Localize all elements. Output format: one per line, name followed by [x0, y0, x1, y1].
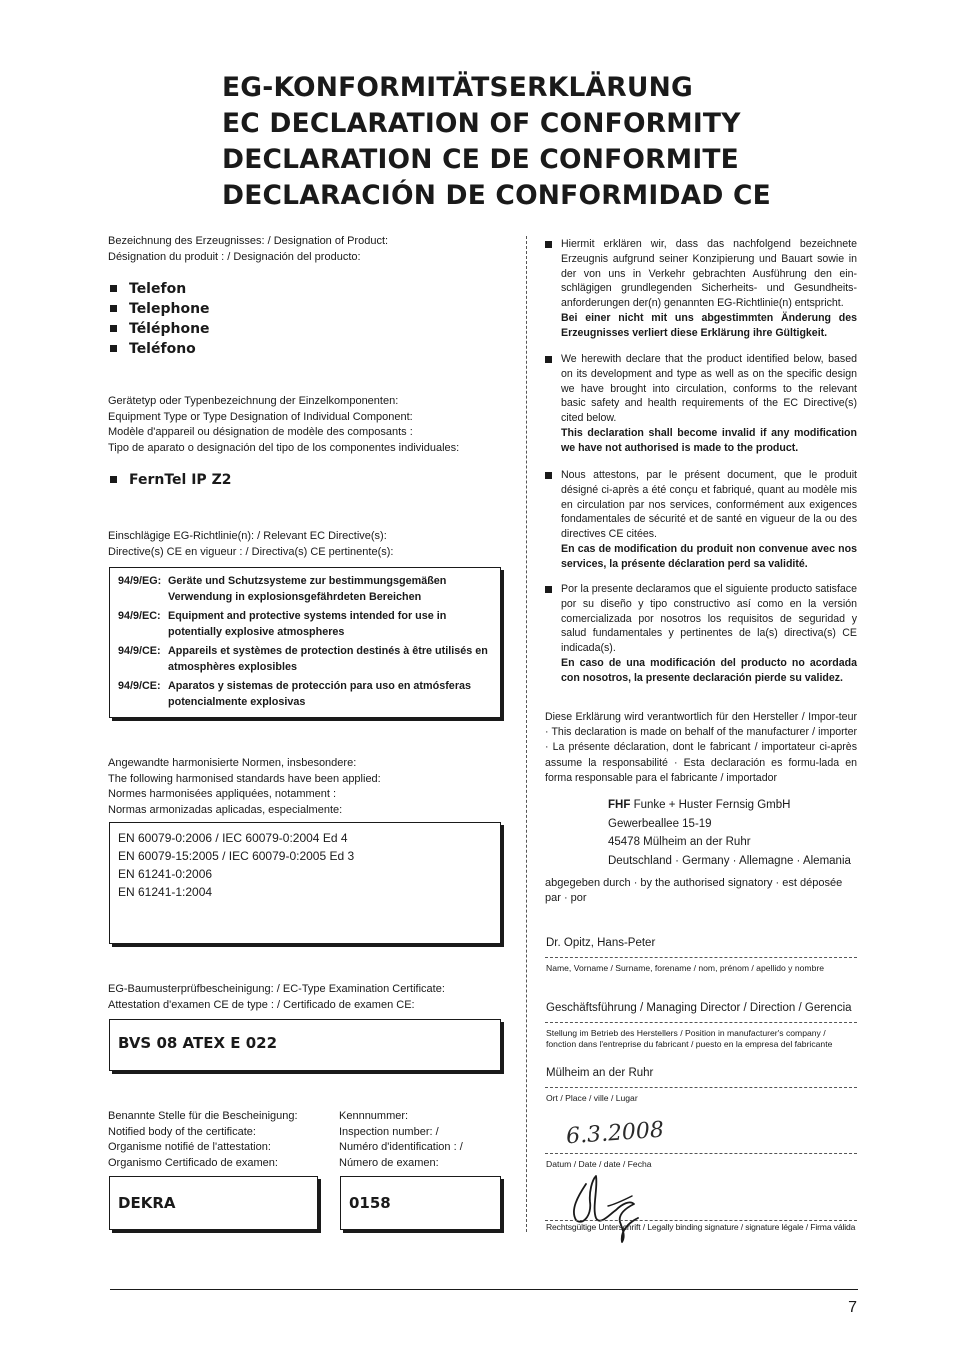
inspection-label-line: Número de examen: — [339, 1156, 439, 1169]
signature-caption: Rechtsgültige Unterschrift / Legally binding signature / signature légale / Firma válida — [546, 1222, 856, 1232]
directive-code: 94/9/CE: — [118, 645, 161, 657]
bullet-icon — [545, 241, 552, 248]
type-value-text: FernTel IP Z2 — [129, 472, 232, 488]
product-label-line: Désignation du produit : / Designación del producto: — [108, 250, 361, 263]
directive-text: Equipment and protective systems intended for use in potentially explosive atmospheres — [168, 610, 447, 638]
inspection-label — [339, 1109, 463, 1171]
notified-body-label-line: Notified body of the certificate: — [108, 1125, 256, 1138]
position-field-line — [545, 1022, 857, 1023]
declaration-validity-note: This declaration shall become invalid if any modification we have not authorised is made to the product. — [561, 426, 857, 454]
company-address — [608, 796, 851, 870]
directive-code: 94/9/CE: — [118, 680, 161, 692]
name-caption: Name, Vorname / Surname, forename / nom, prénom / apellido y nombre — [546, 963, 824, 973]
standards-label-line: Normas armonizadas aplicadas, especialmente: — [108, 803, 343, 816]
directive-text: Aparatos y sistemas de protección para uso en atmósferas potencialmente explosivas — [168, 680, 472, 708]
declaration-validity-note: Bei einer nicht mit uns abgestimmten Änderung des Erzeugnisses verliert diese Erklärung ihre Gültigkeit. — [561, 311, 857, 339]
product-item: Telefon — [129, 281, 187, 297]
standard-line: EN 61241-0:2006 — [118, 867, 213, 881]
certificate-label-line: Attestation d'examen CE de type : / Certificado de examen CE: — [108, 998, 415, 1011]
directives-box — [109, 567, 501, 718]
list-item — [110, 299, 210, 319]
company-name-line — [608, 796, 851, 815]
date-field-line — [545, 1153, 857, 1154]
place-caption: Ort / Place / ville / Lugar — [546, 1093, 638, 1103]
declaration-en — [545, 352, 857, 456]
inspection-box — [340, 1176, 501, 1230]
standard-line: EN 61241-1:2004 — [118, 885, 213, 899]
type-label-line: Tipo de aparato o designación del tipo de los componentes individuales: — [108, 441, 460, 454]
declaration-fr — [545, 468, 857, 572]
declaration-es — [545, 582, 857, 686]
certificate-label-line: EG-Baumusterprüfbescheinigung: / EC-Type Examination Certificate: — [108, 983, 445, 995]
signatory-intro-line: abgegeben durch · by the authorised signatory · est déposée — [545, 877, 843, 889]
product-label-line: Bezeichnung des Erzeugnisses: / Designation of Product: — [108, 235, 389, 247]
footer-rule — [110, 1289, 858, 1290]
position-caption — [546, 1028, 832, 1050]
notified-body-name: DEKRA — [118, 1194, 176, 1212]
place-field-line — [545, 1087, 857, 1088]
title-line-es: DECLARACIÓN DE CONFORMIDAD CE — [222, 180, 771, 211]
inspection-label-line: Inspection number: / — [339, 1125, 439, 1138]
inspection-number: 0158 — [349, 1194, 391, 1212]
standards-box — [109, 822, 501, 944]
company-name: Funke + Huster Fernsig GmbH — [633, 799, 791, 811]
declaration-text: Por la presente declaramos que el siguiente producto satisface por su diseño y tipo constructivo así como en la versión comercializada por nosotros los requisitos de seguridad y salud fundamentales y pertinentes de la(s) directiva(s) CE indicada(s). — [561, 583, 857, 655]
declaration-text: Nous attestons, par le présent document, que le produit désigné ci-après a été conçu et fabriqué, quant au modèle mis en circulation par nos services, conformément aux exigences fondamentales de sécurité et de santé en vigueur de la ou des directives CE citées. — [561, 469, 857, 541]
product-item: Téléphone — [129, 321, 210, 337]
directives-label — [108, 529, 393, 560]
inspection-label-line: Numéro d'identification : / — [339, 1141, 463, 1153]
notified-body-label-line: Organisme notifié de l'attestation: — [108, 1141, 271, 1153]
bullet-icon — [545, 472, 552, 479]
directives-label-line: Directive(s) CE en vigueur : / Directiva(s) CE pertinente(s): — [108, 545, 394, 558]
list-item — [110, 319, 210, 339]
signature-icon — [560, 1170, 650, 1248]
bullet-icon — [545, 586, 552, 593]
bullet-icon — [110, 476, 117, 483]
company-logo-text: FHF — [608, 799, 631, 811]
certificate-number: BVS 08 ATEX E 022 — [118, 1034, 278, 1052]
list-item — [110, 470, 231, 490]
declaration-de — [545, 237, 857, 341]
directive-code: 94/9/EG: — [118, 575, 162, 587]
document-title — [222, 70, 782, 214]
directive-text: Geräte und Schutzsysteme zur bestimmungsgemäßen Verwendung in explosionsgefährdeten Bereichen — [168, 575, 447, 603]
notified-body-label — [108, 1109, 298, 1171]
certificate-label — [108, 982, 445, 1013]
signatory-place: Mülheim an der Ruhr — [546, 1067, 654, 1079]
handwritten-date: 6.3.2008 — [565, 1117, 665, 1150]
standard-line: EN 60079-0:2006 / IEC 60079-0:2004 Ed 4 — [118, 831, 348, 845]
title-line-en: EC DECLARATION OF CONFORMITY — [222, 108, 741, 139]
declaration-text: We herewith declare that the product identified below, based on its development and type as well as on the specific design we have brought into circulation, conforms to the relevant basic safety and health requirements of the EC Directive(s) cited below. — [561, 353, 857, 425]
product-item: Telephone — [129, 301, 210, 317]
standard-line: EN 60079-15:2005 / IEC 60079-0:2005 Ed 3 — [118, 849, 355, 863]
standards-label-line: Angewandte harmonisierte Normen, insbesondere: — [108, 757, 357, 769]
directives-label-line: Einschlägige EG-Richtlinie(n): / Relevant EC Directive(s): — [108, 530, 387, 542]
standards-label — [108, 756, 381, 818]
signatory-intro-line: par · por — [545, 892, 587, 904]
signatory-intro — [545, 876, 842, 906]
company-street: Gewerbeallee 15-19 — [608, 817, 712, 830]
notified-body-box — [109, 1176, 318, 1230]
company-city: 45478 Mülheim an der Ruhr — [608, 836, 751, 848]
notified-body-label-line: Benannte Stelle für die Bescheinigung: — [108, 1110, 298, 1122]
type-label-line: Modèle d'appareil ou désignation de modèle des composants : — [108, 426, 413, 438]
bullet-icon — [110, 285, 117, 292]
directive-code: 94/9/EC: — [118, 610, 161, 622]
directive-row — [118, 609, 490, 640]
type-value — [110, 470, 231, 490]
list-item — [110, 339, 210, 359]
directive-row — [118, 574, 490, 605]
position-caption-line: fonction dans l'entreprise du fabricant / puesto en la empresa del fabricante — [546, 1039, 833, 1049]
type-label-line: Gerätetyp oder Typenbezeichnung der Einzelkomponenten: — [108, 395, 399, 407]
declaration-text: Hiermit erklären wir, dass das nachfolgend bezeichnete Erzeugnis aufgrund seiner Konzipierung und Bauart sowie in der von uns in Verkehr gebrachten Ausführung den ein-schlägigen grundlegenden Sicherheits- und Gesundheits-anforderungen der(n) genannten EG-Richtlinie(n) entspricht. — [561, 238, 857, 310]
type-label — [108, 394, 459, 456]
standards-label-line: Normes harmonisées appliquées, notamment : — [108, 788, 337, 800]
title-line-fr: DECLARATION CE DE CONFORMITE — [222, 144, 739, 175]
date-caption: Datum / Date / date / Fecha — [546, 1159, 652, 1169]
name-field-line — [545, 957, 857, 958]
product-list — [110, 279, 210, 359]
bullet-icon — [545, 356, 552, 363]
declaration-validity-note: En caso de una modificación del producto no acordada con nosotros, la presente declaración pierde su validez. — [561, 656, 857, 684]
directive-row — [118, 679, 490, 710]
position-caption-line: Stellung im Betrieb des Herstellers / Position in manufacturer's company / — [546, 1028, 826, 1038]
notified-body-label-line: Organismo Certificado de examen: — [108, 1156, 278, 1169]
list-item — [110, 279, 210, 299]
bullet-icon — [110, 345, 117, 352]
directive-text: Appareils et systèmes de protection destinés à être utilisés en atmosphères explosibles — [168, 645, 488, 673]
certificate-box — [109, 1019, 501, 1071]
directive-row — [118, 644, 490, 675]
signatory-position: Geschäftsführung / Managing Director / Direction / Gerencia — [546, 1002, 852, 1014]
type-label-line: Equipment Type or Type Designation of Individual Component: — [108, 410, 413, 423]
product-item: Teléfono — [129, 341, 196, 357]
page-number: 7 — [848, 1299, 857, 1316]
inspection-label-line: Kennnummer: — [339, 1110, 409, 1122]
declaration-validity-note: En cas de modification du produit non convenue avec nos services, la présente déclaration perd sa validité. — [561, 542, 857, 570]
signatory-name: Dr. Opitz, Hans-Peter — [546, 937, 656, 949]
company-country: Deutschland · Germany · Allemagne · Alemania — [608, 854, 851, 867]
title-line-de: EG-KONFORMITÄTSERKLÄRUNG — [222, 72, 693, 103]
column-divider — [526, 236, 527, 1232]
product-label — [108, 234, 388, 265]
signature-field-line — [545, 1220, 857, 1221]
bullet-icon — [110, 325, 117, 332]
bullet-icon — [110, 305, 117, 312]
responsibility-statement: Diese Erklärung wird verantwortlich für den Hersteller / Impor-teur · This declaration is made on behalf of the manufacturer / importer · La présente déclaration, dont le fabricant / importateur ci-après assume la responsabilité · Esta declaración es formu-lada en forma responsable para el fabricante / importador — [545, 711, 857, 784]
standards-label-line: The following harmonised standards have been applied: — [108, 772, 381, 785]
